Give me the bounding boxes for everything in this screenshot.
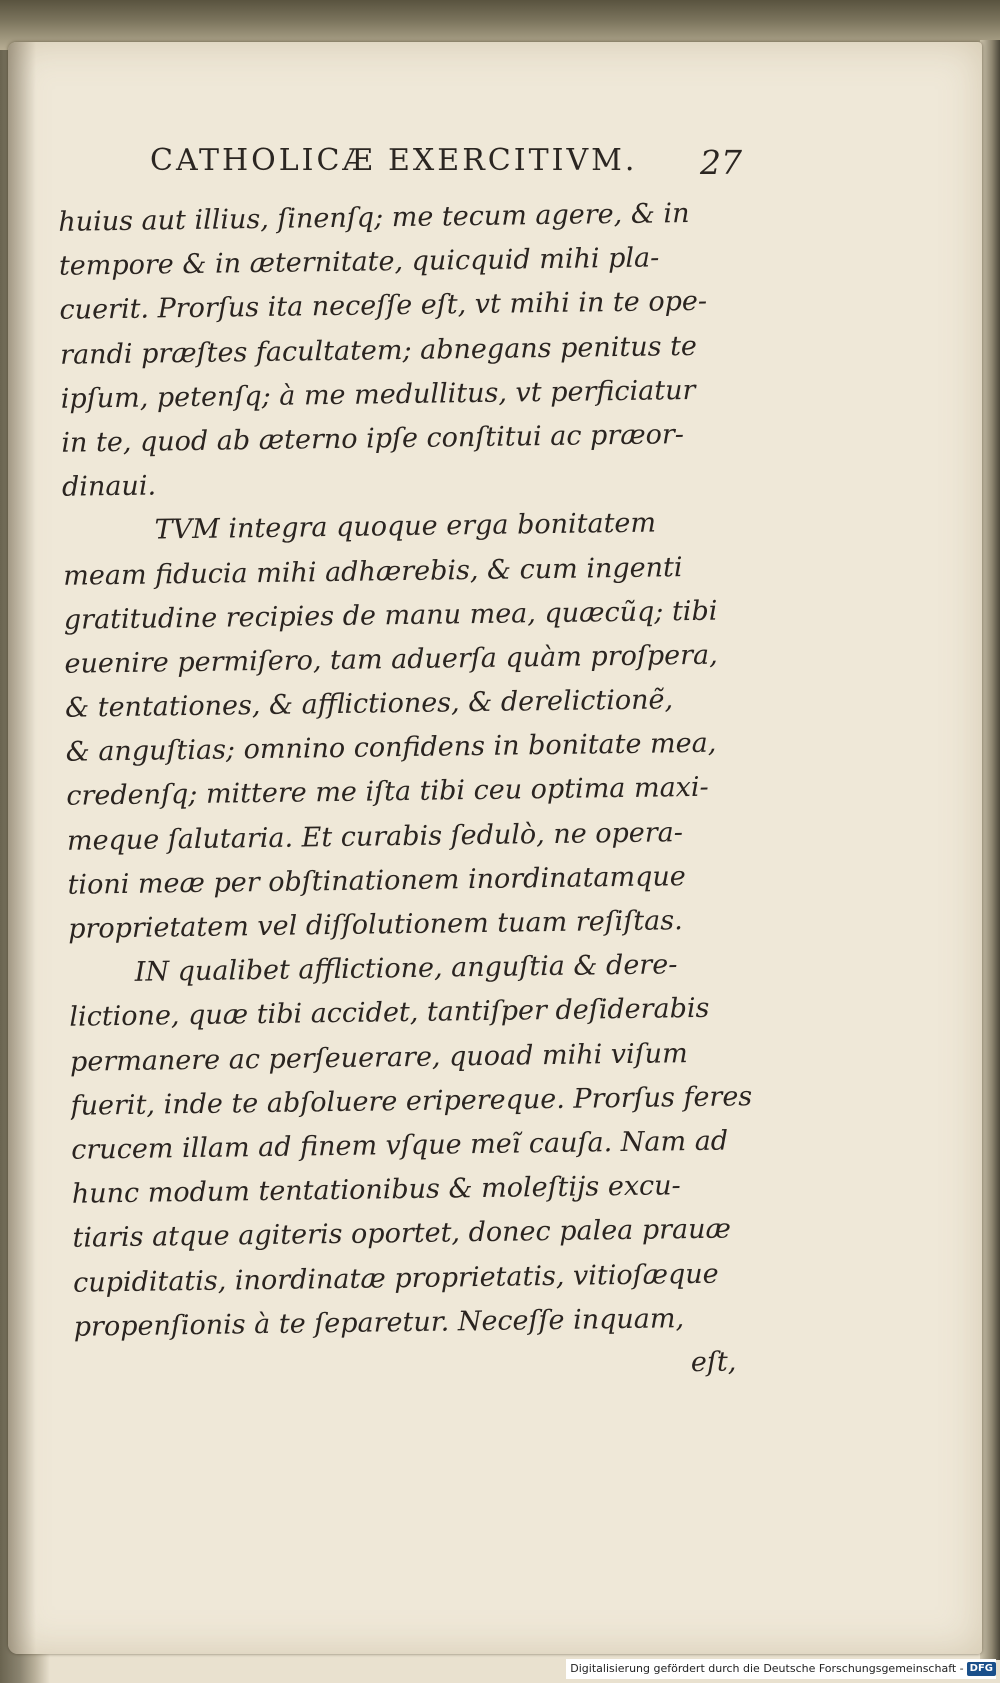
- page-number: 27: [700, 143, 742, 182]
- paragraph-start-line: IN qualibet afflictione, anguſtia & dere-: [134, 949, 678, 989]
- text-line: cupiditatis, inordinatæ proprietatis, vitioſæque: [72, 1258, 719, 1299]
- credit-text: Digitalisierung gefördert durch die Deutsche Forschungsgemeinschaft -: [570, 1662, 964, 1675]
- text-line: huius aut illius, ſinenſq; me tecum agere, & in: [58, 198, 690, 238]
- text-line: & anguſtias; omnino confidens in bonitate mea,: [65, 727, 717, 769]
- text-line: & tentationes, & afflictiones, & derelictionẽ,: [64, 684, 674, 724]
- text-line: dinaui.: [61, 470, 157, 503]
- text-line: cuerit. Prorſus ita neceſſe eſt, vt mihi in te ope-: [59, 286, 708, 327]
- text-line: hunc modum tentationibus & moleſtijs excu-: [71, 1170, 681, 1210]
- paragraph-start-line: TVM integra quoque erga bonitatem: [154, 507, 657, 546]
- digitization-credit: [566, 1659, 996, 1679]
- text-line: ipſum, petenſq; à me medullitus, vt perficiatur: [60, 374, 696, 415]
- text-line: fuerit, inde te abſoluere eripereque. Prorſus feres: [70, 1080, 753, 1122]
- text-line: credenſq; mittere me iſta tibi ceu optima maxi-: [66, 772, 709, 813]
- text-line: euenire permiſero, tam aduerſa quàm proſpera,: [64, 639, 718, 680]
- text-line: randi præſtes facultatem; abnegans penitus te: [59, 330, 698, 371]
- page-gutter-shadow: [8, 42, 36, 1654]
- text-line: in te, quod ab æterno ipſe conſtitui ac præor-: [61, 419, 685, 459]
- text-line: tiaris atque agiteris oportet, donec palea prauæ: [72, 1213, 732, 1255]
- text-line: crucem illam ad finem vſque meĩ cauſa. Nam ad: [71, 1125, 729, 1166]
- text-line: tempore & in æternitate, quicquid mihi pla-: [58, 242, 660, 282]
- text-line: gratitudine recipies de manu mea, quæcũq; tibi: [63, 595, 718, 636]
- dfg-logo: DFG: [967, 1662, 996, 1676]
- running-head: CATHOLICÆ EXERCITIVM.: [150, 143, 638, 178]
- text-line: tioni meæ per obſtinationem inordinatamque: [67, 860, 686, 901]
- text-line: permanere ac perſeuerare, quoad mihi viſum: [69, 1037, 688, 1078]
- text-line: propenſionis à te ſeparetur. Neceſſe inquam,: [73, 1302, 685, 1343]
- text-line: lictione, quæ tibi accidet, tantiſper deſiderabis: [69, 993, 710, 1034]
- catchword: eſt,: [690, 1346, 737, 1378]
- body-text: [58, 191, 764, 1381]
- text-line: meam fiducia mihi adhærebis, & cum ingenti: [63, 551, 683, 592]
- binding-right-shadow: [980, 40, 1000, 1660]
- text-line: meque ſalutaria. Et curabis ſedulò, ne opera-: [66, 816, 684, 857]
- text-line: proprietatem vel diſſolutionem tuam reſiſtas.: [67, 905, 683, 945]
